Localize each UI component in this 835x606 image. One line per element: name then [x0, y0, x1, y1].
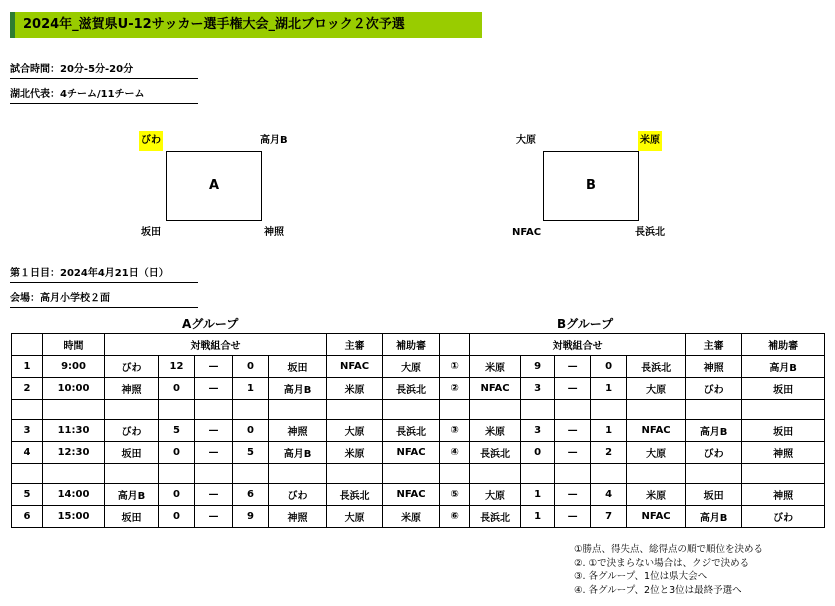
- empty-cell: [327, 400, 383, 420]
- empty-cell: [159, 464, 195, 484]
- empty-cell: [470, 464, 521, 484]
- score2-a: 9: [233, 506, 269, 528]
- dash-b: —: [555, 378, 591, 400]
- dash-a: —: [195, 378, 233, 400]
- empty-cell: [12, 464, 43, 484]
- team1-b: NFAC: [470, 378, 521, 400]
- venue-info: 会場：高月小学校２面: [10, 291, 198, 308]
- group-a-top-right-team: 高月B: [260, 135, 288, 146]
- empty-cell: [383, 464, 440, 484]
- team1-a: 坂田: [105, 442, 159, 464]
- team2-a: 神照: [269, 420, 327, 442]
- team1-b: 大原: [470, 484, 521, 506]
- note-1: ①勝点、得失点、総得点の順で順位を決める: [574, 544, 764, 555]
- referee-b: びわ: [686, 378, 742, 400]
- match-time: 12:30: [43, 442, 105, 464]
- match-no-b: ⑥: [440, 506, 470, 528]
- group-b-bottom-right-team: 長浜北: [635, 227, 665, 238]
- assistant-b: 神照: [742, 442, 825, 464]
- score1-b: 3: [521, 378, 555, 400]
- day-info: 第１日目：2024年4月21日（日）: [10, 266, 198, 283]
- score2-b: 1: [591, 420, 627, 442]
- empty-cell: [383, 400, 440, 420]
- empty-cell: [233, 464, 269, 484]
- assistant-b: 高月B: [742, 356, 825, 378]
- group-b-schedule-title: Bグループ: [557, 317, 614, 331]
- table-row: [12, 484, 825, 506]
- score1-b: 9: [521, 356, 555, 378]
- dash-a: —: [195, 356, 233, 378]
- empty-cell: [686, 464, 742, 484]
- group-b-top-right-team: 米原: [638, 131, 662, 151]
- score1-a: 0: [159, 378, 195, 400]
- team1-a: 高月B: [105, 484, 159, 506]
- empty-cell: [555, 464, 591, 484]
- match-no-a: 3: [12, 420, 43, 442]
- match-time: 11:30: [43, 420, 105, 442]
- assistant-a: 長浜北: [383, 420, 440, 442]
- schedule-gap-row: [12, 400, 825, 420]
- team1-b: 米原: [470, 420, 521, 442]
- score2-b: 1: [591, 378, 627, 400]
- table-row: [12, 356, 825, 378]
- referee-a: NFAC: [327, 356, 383, 378]
- team2-a: 高月B: [269, 442, 327, 464]
- assistant-a: 長浜北: [383, 378, 440, 400]
- score2-b: 4: [591, 484, 627, 506]
- score2-a: 0: [233, 356, 269, 378]
- team2-a: 高月B: [269, 378, 327, 400]
- team2-b: 長浜北: [627, 356, 686, 378]
- score1-a: 5: [159, 420, 195, 442]
- score1-b: 1: [521, 484, 555, 506]
- score2-b: 7: [591, 506, 627, 528]
- match-no-a: 2: [12, 378, 43, 400]
- empty-cell: [627, 400, 686, 420]
- header-time: 時間: [43, 334, 105, 356]
- empty-cell: [195, 464, 233, 484]
- note-3: ③. 各グループ、1位は県大会へ: [574, 571, 708, 582]
- team1-a: 神照: [105, 378, 159, 400]
- team2-a: びわ: [269, 484, 327, 506]
- empty-cell: [195, 400, 233, 420]
- referee-b: 高月B: [686, 420, 742, 442]
- score1-a: 0: [159, 484, 195, 506]
- header-referee-b: 主審: [686, 334, 742, 356]
- empty-cell: [269, 464, 327, 484]
- empty-cell: [105, 400, 159, 420]
- assistant-b: 坂田: [742, 378, 825, 400]
- referee-b: びわ: [686, 442, 742, 464]
- empty-cell: [555, 400, 591, 420]
- empty-cell: [591, 464, 627, 484]
- table-row: [12, 442, 825, 464]
- match-no-a: 1: [12, 356, 43, 378]
- referee-a: 米原: [327, 378, 383, 400]
- note-4: ④. 各グループ、2位と3位は最終予選へ: [574, 584, 742, 596]
- match-no-a: 6: [12, 506, 43, 528]
- team1-b: 長浜北: [470, 442, 521, 464]
- empty-cell: [12, 400, 43, 420]
- match-no-b: ⑤: [440, 484, 470, 506]
- empty-cell: [43, 400, 105, 420]
- empty-cell: [591, 400, 627, 420]
- header-match-a: 対戦組合せ: [105, 334, 327, 356]
- dash-b: —: [555, 506, 591, 528]
- group-a-schedule-title: Aグループ: [182, 317, 239, 331]
- team1-b: 米原: [470, 356, 521, 378]
- empty-cell: [159, 400, 195, 420]
- team1-a: びわ: [105, 356, 159, 378]
- dash-a: —: [195, 484, 233, 506]
- dash-b: —: [555, 420, 591, 442]
- team2-b: 大原: [627, 378, 686, 400]
- representatives-info: 湖北代表：4チーム/11チーム: [10, 87, 198, 104]
- table-row: [12, 506, 825, 528]
- match-time: 15:00: [43, 506, 105, 528]
- empty-cell: [43, 464, 105, 484]
- schedule-table: [11, 333, 825, 528]
- assistant-b: 神照: [742, 484, 825, 506]
- team1-a: びわ: [105, 420, 159, 442]
- referee-a: 大原: [327, 420, 383, 442]
- match-time-info: 試合時間：20分-5分-20分: [10, 62, 198, 79]
- dash-a: —: [195, 506, 233, 528]
- group-a-bottom-left-team: 坂田: [141, 227, 161, 238]
- referee-b: 高月B: [686, 506, 742, 528]
- match-no-a: 4: [12, 442, 43, 464]
- header-no-b: [440, 334, 470, 356]
- dash-b: —: [555, 484, 591, 506]
- dash-a: —: [195, 420, 233, 442]
- score2-a: 5: [233, 442, 269, 464]
- score2-a: 1: [233, 378, 269, 400]
- match-time: 10:00: [43, 378, 105, 400]
- schedule-gap-row: [12, 464, 825, 484]
- table-row: [12, 420, 825, 442]
- referee-a: 大原: [327, 506, 383, 528]
- empty-cell: [521, 400, 555, 420]
- assistant-a: 米原: [383, 506, 440, 528]
- score1-a: 0: [159, 442, 195, 464]
- empty-cell: [686, 400, 742, 420]
- empty-cell: [521, 464, 555, 484]
- table-row: [12, 378, 825, 400]
- header-referee-a: 主審: [327, 334, 383, 356]
- empty-cell: [627, 464, 686, 484]
- score2-b: 0: [591, 356, 627, 378]
- group-b-top-left-team: 大原: [516, 135, 536, 146]
- assistant-b: びわ: [742, 506, 825, 528]
- page-title: 2024年_滋賀県U-12サッカー選手権大会_湖北ブロック２次予選: [10, 12, 482, 38]
- match-no-b: ④: [440, 442, 470, 464]
- group-b-box: B: [543, 151, 639, 221]
- score1-a: 12: [159, 356, 195, 378]
- team2-a: 坂田: [269, 356, 327, 378]
- score2-a: 0: [233, 420, 269, 442]
- referee-a: 米原: [327, 442, 383, 464]
- referee-a: 長浜北: [327, 484, 383, 506]
- assistant-b: 坂田: [742, 420, 825, 442]
- score2-b: 2: [591, 442, 627, 464]
- score1-b: 1: [521, 506, 555, 528]
- header-no: [12, 334, 43, 356]
- dash-b: —: [555, 442, 591, 464]
- match-no-b: ③: [440, 420, 470, 442]
- empty-cell: [440, 464, 470, 484]
- score1-b: 3: [521, 420, 555, 442]
- empty-cell: [233, 400, 269, 420]
- schedule-header-row: [12, 334, 825, 356]
- dash-b: —: [555, 356, 591, 378]
- group-a-top-left-team: びわ: [139, 131, 163, 151]
- team2-b: 大原: [627, 442, 686, 464]
- assistant-a: NFAC: [383, 442, 440, 464]
- assistant-a: 大原: [383, 356, 440, 378]
- team2-b: NFAC: [627, 506, 686, 528]
- header-match-b: 対戦組合せ: [470, 334, 686, 356]
- score1-b: 0: [521, 442, 555, 464]
- referee-b: 坂田: [686, 484, 742, 506]
- empty-cell: [440, 400, 470, 420]
- empty-cell: [470, 400, 521, 420]
- empty-cell: [269, 400, 327, 420]
- match-time: 9:00: [43, 356, 105, 378]
- match-no-b: ①: [440, 356, 470, 378]
- empty-cell: [327, 464, 383, 484]
- match-no-a: 5: [12, 484, 43, 506]
- team1-a: 坂田: [105, 506, 159, 528]
- header-assistant-b: 補助審: [742, 334, 825, 356]
- group-a-box: A: [166, 151, 262, 221]
- note-2: ②. ①で決まらない場合は、クジで決める: [574, 557, 750, 569]
- referee-b: 神照: [686, 356, 742, 378]
- group-a-bottom-right-team: 神照: [264, 227, 284, 238]
- header-assistant-a: 補助審: [383, 334, 440, 356]
- assistant-a: NFAC: [383, 484, 440, 506]
- group-b-bottom-left-team: NFAC: [512, 227, 542, 238]
- team2-b: 米原: [627, 484, 686, 506]
- empty-cell: [105, 464, 159, 484]
- empty-cell: [742, 464, 825, 484]
- dash-a: —: [195, 442, 233, 464]
- score2-a: 6: [233, 484, 269, 506]
- score1-a: 0: [159, 506, 195, 528]
- empty-cell: [742, 400, 825, 420]
- match-time: 14:00: [43, 484, 105, 506]
- notes: [574, 543, 763, 597]
- team2-b: NFAC: [627, 420, 686, 442]
- team2-a: 神照: [269, 506, 327, 528]
- match-no-b: ②: [440, 378, 470, 400]
- team1-b: 長浜北: [470, 506, 521, 528]
